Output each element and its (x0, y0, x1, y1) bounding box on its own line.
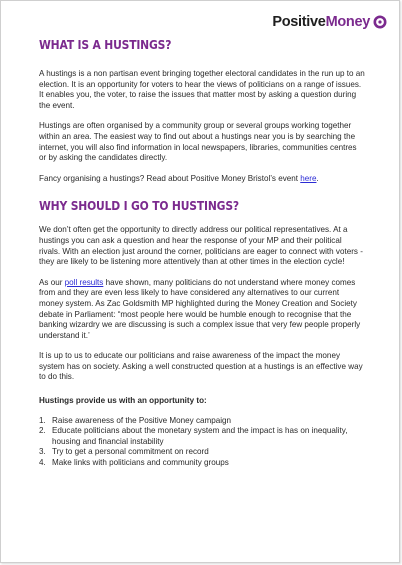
section-heading-why-go: WHY SHOULD I GO TO HUSTINGS? (39, 198, 239, 214)
paragraph-text: . (316, 173, 319, 183)
paragraph: A hustings is a non partisan event bringing together electoral candidates in the run up to an election. It is an opportunity for voters to hear the views of politicians on a range of issues. It enables you, the voter, to raise the issues that matter most by asking a question during the event. (39, 69, 365, 110)
list-item (39, 447, 365, 458)
list-number: 4. (39, 458, 46, 468)
list-item (39, 416, 365, 427)
list-item (39, 426, 365, 447)
section-heading-what-is: WHAT IS A HUSTINGS? (39, 37, 172, 52)
paragraph: We don’t often get the opportunity to directly address our political representatives. At a hustings you can ask a question and hear the response of your MP and their political rivals. With an election just around the corner, politicians are eager to connect with voters - they are likely to be listening more attentively than at other times in the election cycle! (39, 225, 363, 267)
paragraph (39, 174, 365, 185)
list-item-text: Make links with politicians and community groups (52, 458, 229, 468)
paragraph-text: Fancy organising a hustings? Read about Positive Money Bristol’s event (39, 173, 301, 183)
paragraph-text: As our (39, 277, 65, 287)
list-item-text: Try to get a personal commitment on record (52, 447, 209, 457)
list-number: 1. (39, 415, 46, 425)
paragraph: Hustings are often organised by a community group or several groups working together within an area. The easiest way to find out about a hustings near you is by searching the internet, you will also find information in local newspapers, libraries, communities centres or by asking the candidates directly. (39, 121, 357, 163)
list-title: Hustings provide us with an opportunity to: (39, 396, 207, 406)
here-link[interactable]: here (300, 173, 317, 183)
logo-word-positive: Positive (272, 14, 326, 30)
list-number: 3. (39, 447, 46, 457)
document-body (39, 37, 365, 469)
list-item (39, 458, 365, 469)
list-item-text: Raise awareness of the Positive Money campaign (52, 415, 232, 425)
circle-logo-icon (373, 15, 387, 29)
poll-results-link[interactable]: poll results (64, 277, 104, 287)
positive-money-logo (272, 14, 387, 30)
list-number: 2. (39, 426, 46, 436)
opportunity-list (39, 416, 365, 469)
logo-word-money: Money (325, 14, 370, 30)
paragraph (39, 278, 365, 342)
list-item-text: Educate politicians about the monetary system and the impact is has on inequality, housing and financial instability (52, 426, 348, 446)
paragraph-text: have shown, many politicians do not understand where money comes from and they are even less likely to have considered any alternatives to our current money system. As Zac Goldsmith MP highlighted during the Money Creation and Society debate in Parliament: “most people here would be humble enough to recognise that the banking wizardry we are discussing is such a complex issue that very few people properly understand it.’ (39, 277, 361, 340)
paragraph: It is up to us to educate our politicians and raise awareness of the impact the money system has on society. Asking a well constructed question at a hustings is an effective way to do this. (39, 351, 363, 382)
